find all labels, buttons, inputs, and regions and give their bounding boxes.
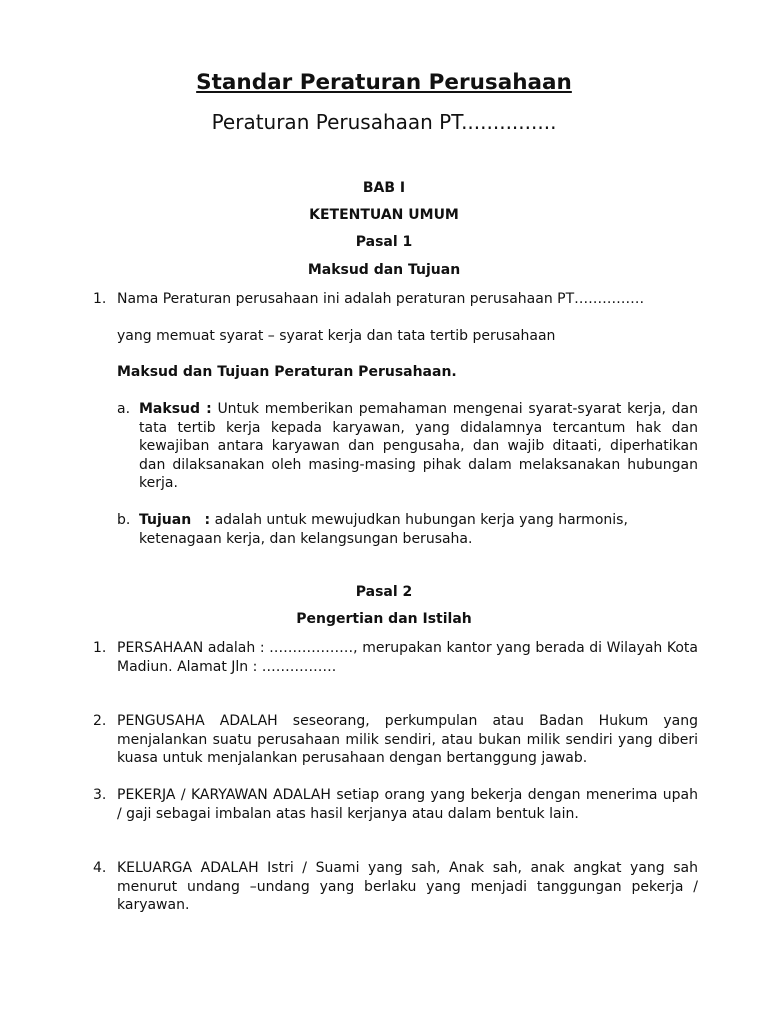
article-1-heading: Pasal 1 — [355, 234, 413, 250]
list-number: 1. — [93, 640, 107, 656]
document-title: Standar Peraturan Perusahaan — [196, 70, 572, 95]
article-1-item-1-continuation: yang memuat syarat – syarat kerja dan tata tertib perusahaan — [117, 328, 556, 344]
list-number: 1. — [93, 291, 107, 307]
article-2-item-1-text: PERSAHAAN adalah : ………………, merupakan kantor yang berada di Wilayah Kota Madiun. Alamat Jln : ……………. — [117, 640, 698, 675]
maksud-text: Untuk memberikan pemahaman mengenai syarat-syarat kerja, dan tata tertib kerja kepada karyawan, yang didalamnya tercantum hak dan kewajiban antara karyawan dan pengusaha, dan wajib ditaati, diperhatikan dan dilaksanakan oleh masing-masing pihak dalam melaksanakan hubungan kerja. — [139, 401, 699, 491]
list-letter: b. — [117, 512, 131, 528]
chapter-title: KETENTUAN UMUM — [309, 207, 459, 223]
list-number: 3. — [93, 787, 107, 803]
article-2-item-4-text: KELUARGA ADALAH Istri / Suami yang sah, Anak sah, anak angkat yang sah menurut undang –undang yang berlaku yang menjadi tanggungan pekerja / karyawan. — [117, 860, 698, 913]
article-2-title: Pengertian dan Istilah — [296, 611, 472, 627]
tujuan-label: Tujuan — [139, 512, 192, 528]
article-2-heading: Pasal 2 — [355, 584, 413, 600]
list-letter: a. — [117, 401, 131, 417]
tujuan-paragraph — [139, 511, 704, 548]
article-1-item-1-text: Nama Peraturan perusahaan ini adalah peraturan perusahaan PT…………… — [117, 291, 645, 307]
list-number: 2. — [93, 713, 107, 729]
document-subtitle: Peraturan Perusahaan PT............... — [211, 110, 557, 134]
article-2-item-3-text: PEKERJA / KARYAWAN ADALAH setiap orang yang bekerja dengan menerima upah / gaji sebagai imbalan atas hasil kerjanya atau dalam bentuk lain. — [117, 787, 698, 822]
article-2-item-2-text: PENGUSAHA ADALAH seseorang, perkumpulan atau Badan Hukum yang menjalankan suatu perusahaan milik sendiri, atau bukan milik sendiri yang diberi kuasa untuk menjalankan perusahaan dengan bertanggung jawab. — [117, 713, 698, 766]
list-number: 4. — [93, 860, 107, 876]
chapter-number: BAB I — [362, 180, 406, 196]
purpose-heading: Maksud dan Tujuan Peraturan Perusahaan. — [117, 364, 457, 380]
maksud-label: Maksud : — [139, 401, 212, 417]
tujuan-colon: : — [204, 512, 211, 528]
tujuan-text: adalah untuk mewujudkan hubungan kerja yang harmonis, ketenagaan kerja, dan kelangsungan berusaha. — [139, 512, 628, 547]
article-1-title: Maksud dan Tujuan — [307, 262, 461, 278]
maksud-paragraph — [139, 400, 698, 493]
